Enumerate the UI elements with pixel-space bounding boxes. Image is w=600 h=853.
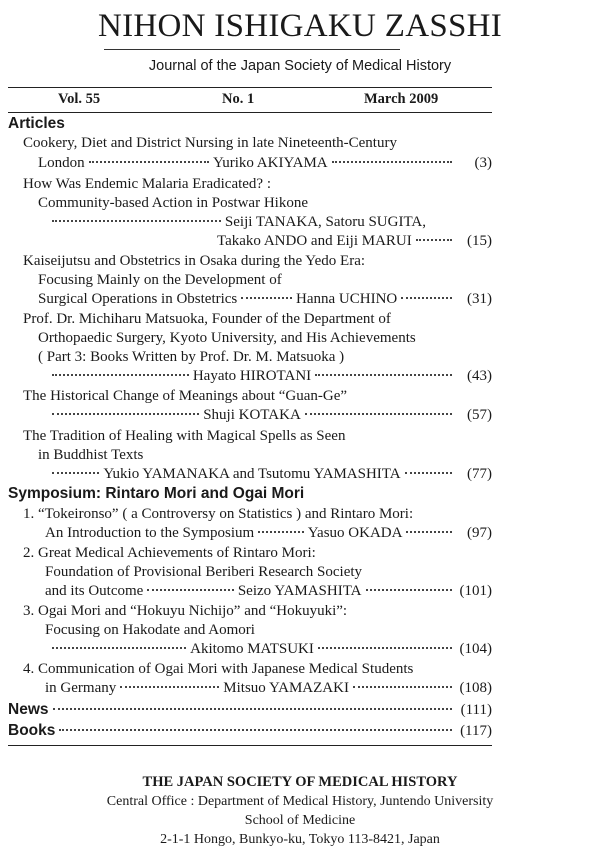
article-entry (217, 233, 492, 250)
leader-dots (120, 686, 219, 688)
article-title: Community-based Action in Postwar Hikone (38, 195, 308, 211)
article-title: Orthopaedic Surgery, Kyoto University, and His Achievements (38, 330, 416, 346)
article-title: Focusing Mainly on the Development of (38, 272, 282, 288)
books-page: (117) (460, 723, 492, 739)
leader-dots (241, 297, 292, 299)
article-page: (97) (467, 525, 493, 541)
article-entry (52, 407, 492, 424)
article-title: 2. Great Medical Achievements of Rintaro Mori: (23, 545, 316, 561)
article-authors: Yasuo OKADA (307, 525, 403, 541)
news-page: (111) (460, 702, 492, 718)
leader-dots (53, 708, 453, 710)
article-title: in Germany (45, 680, 117, 696)
office-address-line: School of Medicine (244, 813, 356, 828)
society-name: THE JAPAN SOCIETY OF MEDICAL HISTORY (142, 774, 458, 790)
leader-dots (258, 531, 304, 533)
section-heading-articles: Articles (8, 115, 65, 132)
office-address-line: 2-1-1 Hongo, Bunkyo-ku, Tokyo 113-8421, Japan (160, 832, 440, 847)
article-title: Prof. Dr. Michiharu Matsuoka, Founder of the Department of (23, 311, 391, 327)
leader-dots (318, 647, 452, 649)
issue-volume: Vol. 55 (58, 91, 101, 107)
article-entry (45, 525, 492, 542)
leader-dots (401, 297, 452, 299)
article-title: Foundation of Provisional Beriberi Research Society (45, 564, 363, 580)
article-entry (38, 291, 492, 308)
books-entry (8, 722, 492, 740)
leader-dots (52, 374, 189, 376)
article-entry (45, 680, 492, 697)
article-authors: Seizo YAMASHITA (237, 583, 362, 599)
article-entry (45, 583, 492, 600)
article-authors: Mitsuo YAMAZAKI (223, 680, 349, 696)
article-title: An Introduction to the Symposium (45, 525, 255, 541)
leader-dots (52, 472, 99, 474)
leader-dots (366, 589, 453, 591)
leader-dots (305, 413, 452, 415)
issue-number: No. 1 (222, 91, 255, 107)
article-authors: Takako ANDO and Eiji MARUI (217, 233, 412, 249)
article-page: (57) (467, 407, 492, 423)
article-authors: Hanna UCHINO (296, 291, 398, 307)
contents-bottom-rule (8, 745, 492, 746)
article-title: The Historical Change of Meanings about “Guan-Ge” (23, 388, 348, 404)
issue-date: March 2009 (364, 91, 439, 107)
article-entry (38, 155, 492, 172)
article-title: and its Outcome (45, 583, 144, 599)
article-title: Kaiseijutsu and Obstetrics in Osaka during the Yedo Era: (23, 253, 366, 269)
article-entry (52, 466, 492, 483)
article-title: in Buddhist Texts (38, 447, 144, 463)
article-title: Surgical Operations in Obstetrics (38, 291, 238, 307)
leader-dots (52, 413, 199, 415)
section-heading-books: Books (8, 722, 56, 739)
leader-dots (406, 531, 452, 533)
article-authors: Akitomo MATSUKI (190, 641, 314, 657)
article-entry (52, 214, 426, 231)
article-page: (108) (459, 680, 492, 696)
title-divider (104, 49, 400, 50)
article-title: London (38, 155, 85, 171)
article-page: (15) (467, 233, 492, 249)
article-authors: Seiji TANAKA, Satoru SUGITA, (224, 214, 426, 230)
article-authors: Shuji KOTAKA (203, 407, 301, 423)
news-entry (8, 701, 492, 719)
article-page: (101) (459, 583, 493, 599)
leader-dots (52, 220, 221, 222)
article-page: (77) (467, 466, 492, 482)
section-heading-news: News (8, 701, 49, 718)
leader-dots (332, 161, 452, 163)
leader-dots (52, 647, 186, 649)
article-authors: Hayato HIROTANI (192, 368, 312, 384)
issue-bottom-rule (8, 112, 492, 113)
office-address-line: Central Office : Department of Medical History, Juntendo University (106, 794, 494, 809)
article-title: 1. “Tokeironso” ( a Controversy on Statistics ) and Rintaro Mori: (23, 506, 414, 522)
leader-dots (353, 686, 452, 688)
leader-dots (89, 161, 209, 163)
leader-dots (147, 589, 234, 591)
article-entry (52, 641, 492, 658)
article-page: (31) (467, 291, 493, 307)
article-title: The Tradition of Healing with Magical Spells as Seen (23, 428, 346, 444)
leader-dots (59, 729, 452, 731)
article-authors: Yuriko AKIYAMA (213, 155, 328, 171)
article-authors: Yukio YAMANAKA and Tsutomu YAMASHITA (103, 466, 401, 482)
article-title: 4. Communication of Ogai Mori with Japanese Medical Students (23, 661, 414, 677)
article-title: 3. Ogai Mori and “Hokuyu Nichijo” and “Hokuyuki”: (23, 603, 348, 619)
article-title: Focusing on Hakodate and Aomori (45, 622, 255, 638)
article-entry (52, 368, 492, 385)
article-title: ( Part 3: Books Written by Prof. Dr. M. Matsuoka ) (38, 349, 345, 365)
leader-dots (416, 239, 452, 241)
journal-title: NIHON ISHIGAKU ZASSHI (97, 8, 503, 44)
article-title: Cookery, Diet and District Nursing in late Nineteenth-Century (23, 135, 397, 151)
leader-dots (405, 472, 452, 474)
article-title: How Was Endemic Malaria Eradicated? : (23, 176, 271, 192)
leader-dots (315, 374, 452, 376)
issue-top-rule (8, 87, 492, 88)
article-page: (104) (459, 641, 493, 657)
article-page: (43) (467, 368, 493, 384)
section-heading-symposium: Symposium: Rintaro Mori and Ogai Mori (8, 485, 305, 502)
journal-subtitle: Journal of the Japan Society of Medical History (148, 58, 452, 74)
article-page: (3) (474, 155, 493, 171)
